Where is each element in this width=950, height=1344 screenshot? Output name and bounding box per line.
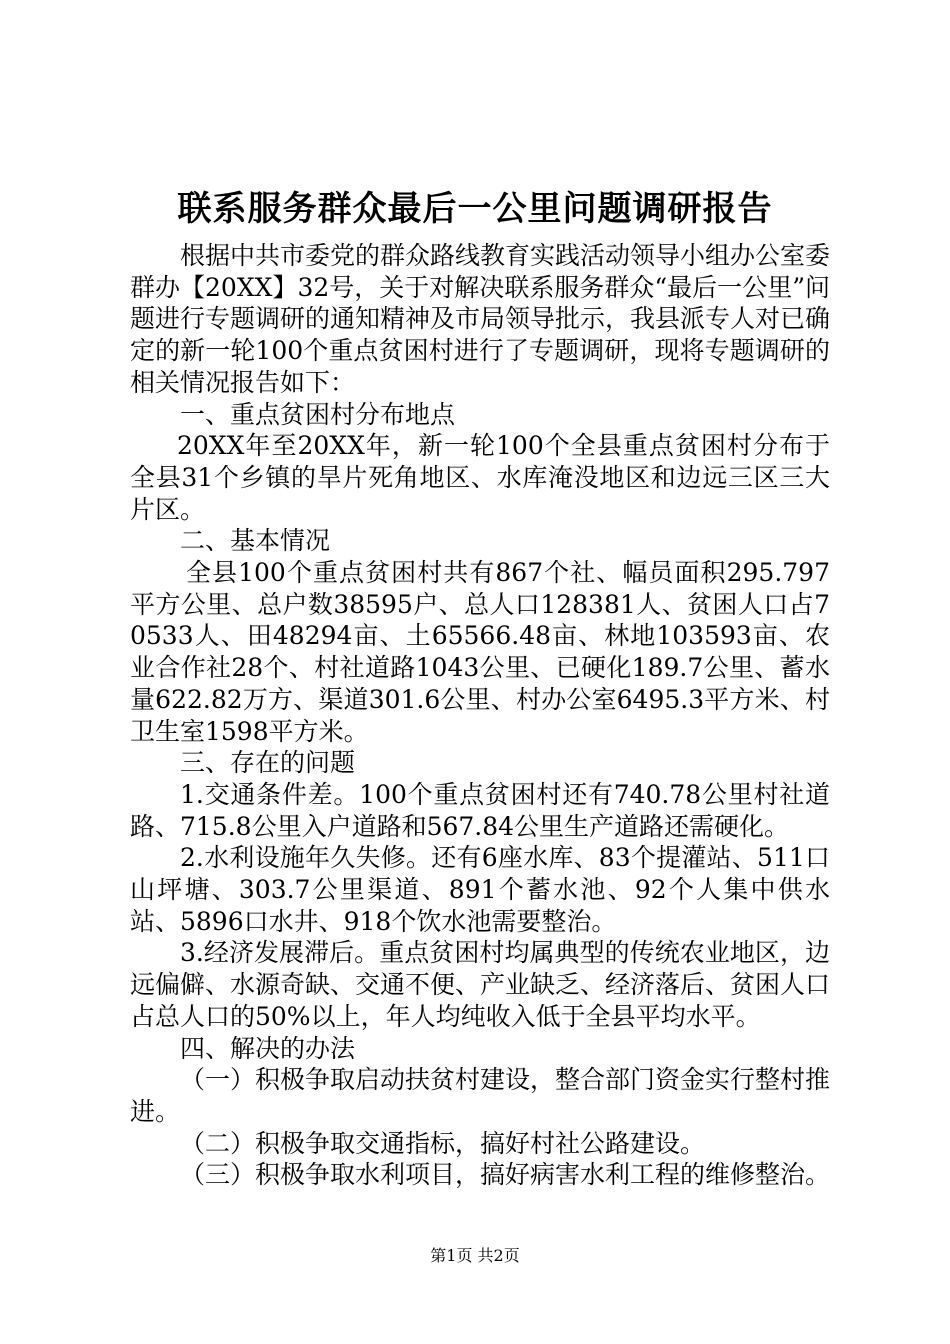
intro-paragraph: 根据中共市委党的群众路线教育实践活动领导小组办公室委群办【20XX】32号，关于对解决联系服务群众“最后一公里”问题进行专题调研的通知精神及市局领导批示，我县派专人对已确定的新一轮100个重点贫困村进行了专题调研，现将专题调研的相关情况报告如下： bbox=[130, 241, 831, 397]
document-body bbox=[130, 240, 830, 1191]
page-footer: 第1页 共2页 bbox=[430, 1246, 520, 1265]
section-heading-2: 二、基本情况 bbox=[180, 526, 331, 556]
problem-item-2: 2.水利设施年久失修。还有6座水库、83个提灌站、511口山坪塘、303.7公里渠道、891个蓄水池、92个人集中供水站、5896口水井、918个饮水池需要整治。 bbox=[130, 843, 830, 936]
section-heading-4: 四、解决的办法 bbox=[180, 1033, 356, 1063]
basic-info-paragraph: 全县100个重点贫困村共有867个社、幅员面积295.797平方公里、总户数38595户、总人口128381人、贫困人口占70533人、田48294亩、土65566.48亩、林地103593亩、农业合作社28个、村社道路1043公里、已硬化189.7公里、蓄水量622.82万方、渠道301.6公里、村办公室6495.3平方米、村卫生室1598平方米。 bbox=[130, 558, 830, 746]
solution-item-3: （三）积极争取水利项目，搞好病害水利工程的维修整治。 bbox=[180, 1160, 831, 1190]
problem-item-3: 3.经济发展滞后。重点贫困村均属典型的传统农业地区，边远偏僻、水源奇缺、交通不便、产业缺乏、经济落后、贫困人口占总人口的50%以上，年人均纯收入低于全县平均水平。 bbox=[130, 938, 831, 1031]
distribution-paragraph: 20XX年至20XX年，新一轮100个全县重点贫困村分布于全县31个乡镇的旱片死角地区、水库淹没地区和边远三区三大片区。 bbox=[130, 431, 830, 524]
solution-item-2: （二）积极争取交通指标，搞好村社公路建设。 bbox=[180, 1128, 706, 1158]
solution-item-1: （一）积极争取启动扶贫村建设，整合部门资金实行整村推进。 bbox=[130, 1065, 831, 1126]
section-heading-3: 三、存在的问题 bbox=[180, 748, 356, 778]
problem-item-1: 1.交通条件差。100个重点贫困村还有740.78公里村社道路、715.8公里入户道路和567.84公里生产道路还需硬化。 bbox=[130, 779, 830, 841]
section-heading-1: 一、重点贫困村分布地点 bbox=[180, 399, 456, 429]
document-title: 联系服务群众最后一公里问题调研报告 bbox=[177, 189, 773, 229]
